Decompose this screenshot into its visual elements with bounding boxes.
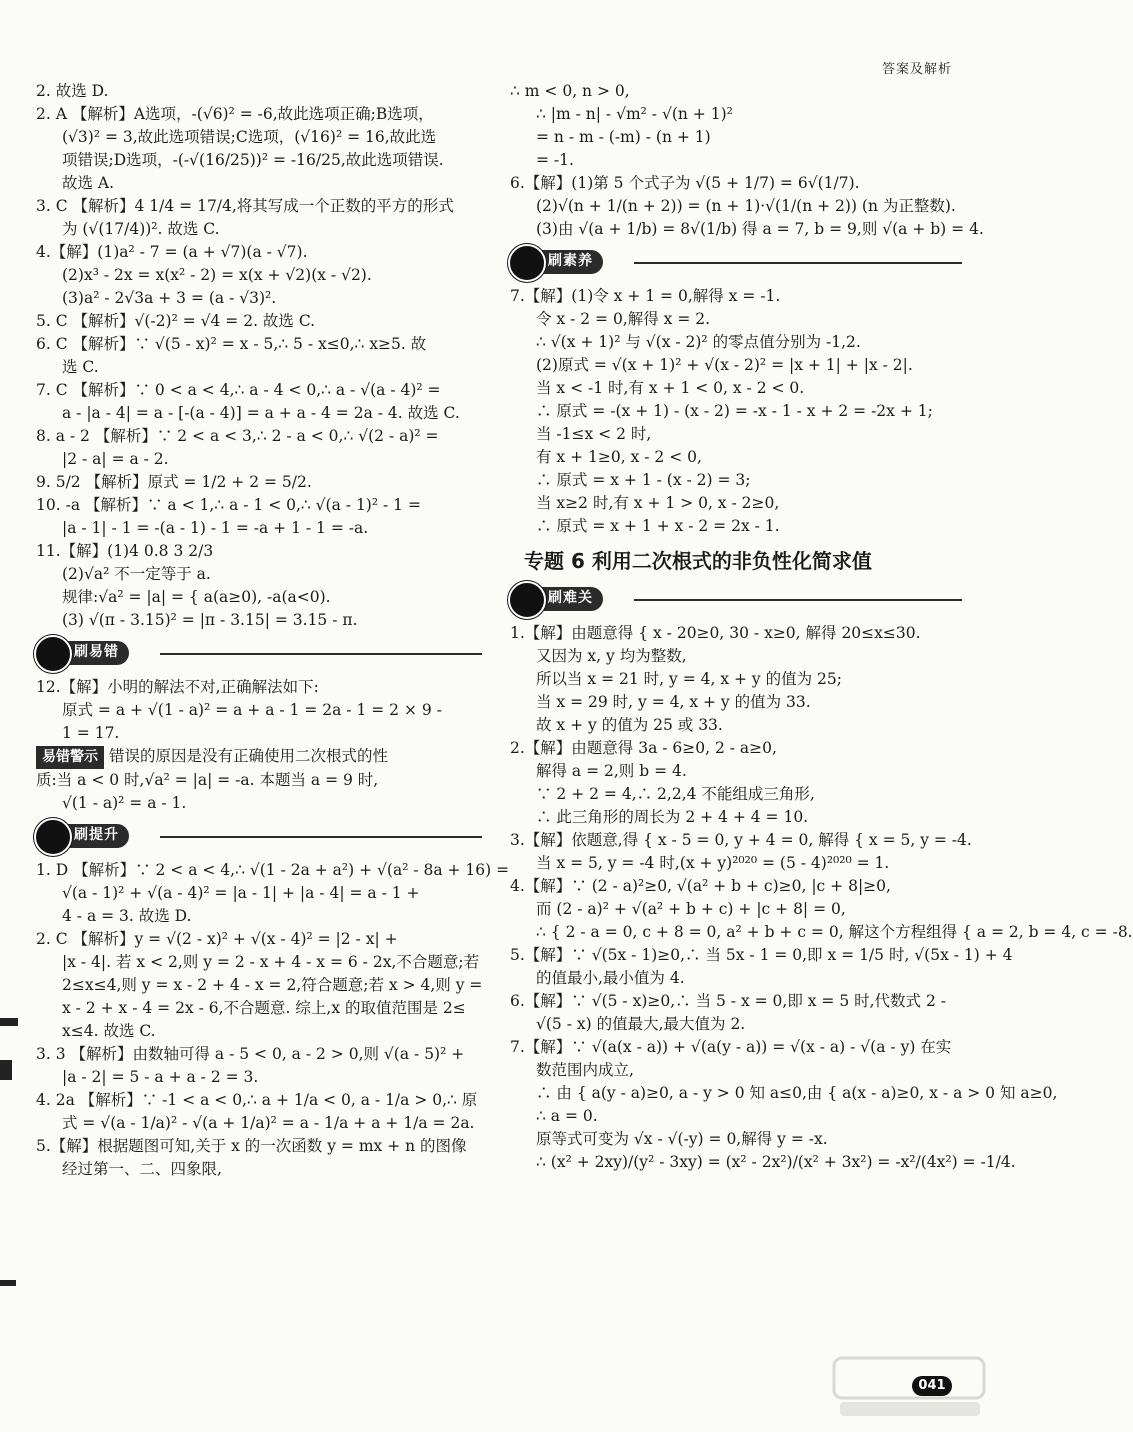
left-line: a - |a - 4| = a - [-(a - 4)] = a + a - 4 = 2a - 4. 故选 C. [62,404,460,422]
warning-cont-1: √(1 - a)² = a - 1. [62,794,187,812]
left-line: 经过第一、二、四象限, [62,1160,222,1178]
left-line: 2. 故选 D. [36,82,109,100]
banner-label: 刷提升 [40,824,129,848]
page-number: 041 [912,1376,952,1396]
warning-text: 错误的原因是没有正确使用二次根式的性 [108,747,388,765]
right-answer-block-3 [510,622,1133,1174]
right-line: 又因为 x, y 均为整数, [536,647,687,665]
banner-sticker-icon [508,581,546,619]
banner-label: 刷易错 [40,641,129,665]
right-line: 当 x = 5, y = -4 时,(x + y)²⁰²⁰ = (5 - 4)²⁰²⁰ = 1. [536,854,890,872]
right-line: ∴ 原式 = x + 1 - (x - 2) = 3; [536,471,751,489]
banner-sticker-icon [34,818,72,856]
right-line: 当 x≥2 时,有 x + 1 > 0, x - 2≥0, [536,494,780,512]
left-line: 2. C 【解析】y = √(2 - x)² + √(x - 4)² = |2 - x| + [36,930,398,948]
right-line: 5.【解】∵ √(5x - 1)≥0,∴ 当 5x - 1 = 0,即 x = 1/5 时, √(5x - 1) + 4 [510,946,1013,964]
right-line: 解得 a = 2,则 b = 4. [536,762,687,780]
watermark-logo-icon [830,1350,990,1420]
edge-mark [0,1280,16,1286]
banner-improve [40,823,482,851]
banner-error-prone [40,640,482,668]
right-line: 数范围内成立, [536,1061,634,1079]
left-line: 3. 3 【解析】由数轴可得 a - 5 < 0, a - 2 > 0,则 √(a - 5)² + [36,1045,465,1063]
left-line: 2≤x≤4,则 y = x - 2 + 4 - x = 2,符合题意;若 x > 4,则 y = [62,976,483,994]
section-header: 答案及解析 [881,62,952,77]
right-line: 4.【解】∵ (2 - a)²≥0, √(a² + b + c)≥0, |c + 8|≥0, [510,877,891,895]
left-line: 4. 2a 【解析】∵ -1 < a < 0,∴ a + 1/a < 0, a - 1/a > 0,∴ 原 [36,1091,478,1109]
left-answer-block-3 [36,859,510,1181]
left-line: 10. -a 【解析】∵ a < 1,∴ a - 1 < 0,∴ √(a - 1)² - 1 = [36,496,421,514]
left-line: |2 - a| = a - 2. [62,450,169,468]
left-line: 12.【解】小明的解法不对,正确解法如下: [36,678,319,696]
banner-rule [160,653,482,655]
right-line: ∴ |m - n| - √m² - √(n + 1)² [536,105,733,123]
left-column [36,80,510,1181]
right-line: 当 -1≤x < 2 时, [536,425,652,443]
edge-mark [0,1060,12,1080]
left-line: x≤4. 故选 C. [62,1022,156,1040]
banner-rule [634,262,962,264]
banner-label: 刷难关 [514,587,603,611]
left-line: 6. C 【解析】∵ √(5 - x)² = x - 5,∴ 5 - x≤0,∴ x≥5. 故 [36,335,427,353]
right-line: 当 x = 29 时, y = 4, x + y 的值为 33. [536,693,811,711]
right-line: ∴ { 2 - a = 0, c + 8 = 0, a² + b + c = 0, 解这个方程组得 { a = 2, b = 4, c = -8. [536,923,1133,941]
left-line: 为 (√(17/4))². 故选 C. [62,220,220,238]
right-line: ∵ 2 + 2 = 4,∴ 2,2,4 不能组成三角形, [536,785,815,803]
left-line: 5. C 【解析】√(-2)² = √4 = 2. 故选 C. [36,312,316,330]
left-line: 11.【解】(1)4 0.8 3 2/3 [36,542,214,560]
right-line: (3)由 √(a + 1/b) = 8√(1/b) 得 a = 7, b = 9,则 √(a + b) = 4. [536,220,984,238]
left-line: x - 2 + x - 4 = 2x - 6,不合题意. 综上,x 的取值范围是 2≤ [62,999,466,1017]
left-line: 3. C 【解析】4 1/4 = 17/4,将其写成一个正数的平方的形式 [36,197,454,215]
right-line: (2)√(n + 1/(n + 2)) = (n + 1)·√(1/(n + 2)) (n 为正整数). [536,197,956,215]
left-line: 2. A 【解析】A选项，-(√6)² = -6,故此选项正确;B选项， [36,105,434,123]
left-line: 项错误;D选项，-(-√(16/25))² = -16/25,故此选项错误. [62,151,444,169]
left-line: 7. C 【解析】∵ 0 < a < 4,∴ a - 4 < 0,∴ a - √(a - 4)² = [36,381,441,399]
right-line: = -1. [536,151,574,169]
left-line: |x - 4|. 若 x < 2,则 y = 2 - x + 4 - x = 6 - 2x,不合题意;若 [62,953,480,971]
topic-title: 专题 6 利用二次根式的非负性化简求值 [524,549,872,573]
right-line: ∴ (x² + 2xy)/(y² - 3xy) = (x² - 2x²)/(x² + 3x²) = -x²/(4x²) = -1/4. [536,1153,1016,1171]
right-line: 令 x - 2 = 0,解得 x = 2. [536,310,711,328]
left-line: 4.【解】(1)a² - 7 = (a + √7)(a - √7). [36,243,308,261]
right-line: 当 x < -1 时,有 x + 1 < 0, x - 2 < 0. [536,379,805,397]
left-line: 9. 5/2 【解析】原式 = 1/2 + 2 = 5/2. [36,473,312,491]
banner-literacy [514,249,962,277]
left-line: √(a - 1)² + √(a - 4)² = |a - 1| + |a - 4| = a - 1 + [62,884,420,902]
right-line: = n - m - (-m) - (n + 1) [536,128,711,146]
right-line: 6.【解】(1)第 5 个式子为 √(5 + 1/7) = 6√(1/7). [510,174,860,192]
left-line: 选 C. [62,358,99,376]
left-line: 5.【解】根据题图可知,关于 x 的一次函数 y = mx + n 的图像 [36,1137,467,1155]
right-line: ∴ 原式 = x + 1 + x - 2 = 2x - 1. [536,517,780,535]
banner-label: 刷素养 [514,250,603,274]
banner-hard [514,586,962,614]
left-line: 1. D 【解析】∵ 2 < a < 4,∴ √(1 - 2a + a²) + √(a² - 8a + 16) = [36,861,510,879]
banner-rule [160,836,482,838]
warning-label: 易错警示 [36,746,104,769]
left-line: 原式 = a + √(1 - a)² = a + a - 1 = 2a - 1 = 2 × 9 - [62,701,442,719]
right-line: 6.【解】∵ √(5 - x)≥0,∴ 当 5 - x = 0,即 x = 5 时,代数式 2 - [510,992,947,1010]
left-line: (2)x³ - 2x = x(x² - 2) = x(x + √2)(x - √2). [62,266,372,284]
right-line: ∴ m < 0, n > 0, [510,82,630,100]
right-line: 7.【解】∵ √(a(x - a)) + √(a(y - a)) = √(x - a) - √(a - y) 在实 [510,1038,952,1056]
left-line: (3)a² - 2√3a + 3 = (a - √3)². [62,289,277,307]
right-column [510,80,1133,1174]
right-line: ∴ √(x + 1)² 与 √(x - 2)² 的零点值分别为 -1,2. [536,333,861,351]
banner-sticker-icon [34,635,72,673]
left-line: 式 = √(a - 1/a)² - √(a + 1/a)² = a - 1/a + a + 1/a = 2a. [62,1114,475,1132]
left-line: 4 - a = 3. 故选 D. [62,907,192,925]
left-line: (2)√a² 不一定等于 a. [62,565,211,583]
right-line: 3.【解】依题意,得 { x - 5 = 0, y + 4 = 0, 解得 { x = 5, y = -4. [510,831,972,849]
right-line: (2)原式 = √(x + 1)² + √(x - 2)² = |x + 1| + |x - 2|. [536,356,913,374]
right-line: ∴ 由 { a(y - a)≥0, a - y > 0 知 a≤0,由 { a(x - a)≥0, x - a > 0 知 a≥0, [536,1084,1058,1102]
right-line: ∴ 此三角形的周长为 2 + 4 + 4 = 10. [536,808,809,826]
right-line: 有 x + 1≥0, x - 2 < 0, [536,448,702,466]
left-answer-block-1 [36,80,482,632]
left-line: (√3)² = 3,故此选项错误;C选项，(√16)² = 16,故此选 [62,128,437,146]
banner-sticker-icon [508,244,546,282]
left-line: 1 = 17. [62,724,120,742]
left-line: |a - 2| = 5 - a + a - 2 = 3. [62,1068,259,1086]
left-line: |a - 1| - 1 = -(a - 1) - 1 = -a + 1 - 1 = -a. [62,519,369,537]
right-line: 2.【解】由题意得 3a - 6≥0, 2 - a≥0, [510,739,777,757]
right-line: 7.【解】(1)令 x + 1 = 0,解得 x = -1. [510,287,781,305]
right-answer-block-2 [510,285,962,538]
left-line: 8. a - 2 【解析】∵ 2 < a < 3,∴ 2 - a < 0,∴ √(2 - a)² = [36,427,439,445]
right-line: 而 (2 - a)² + √(a² + b + c) + |c + 8| = 0, [536,900,846,918]
left-line: 规律:√a² = |a| = { a(a≥0), -a(a<0). [62,588,331,606]
right-line: ∴ 原式 = -(x + 1) - (x - 2) = -x - 1 - x + 2 = -2x + 1; [536,402,933,420]
right-line: 所以当 x = 21 时, y = 4, x + y 的值为 25; [536,670,842,688]
right-line: √(5 - x) 的值最大,最大值为 2. [536,1015,746,1033]
warning-line [36,745,482,769]
right-line: 故 x + y 的值为 25 或 33. [536,716,723,734]
edge-mark [0,1018,18,1026]
right-line: 原等式可变为 √x - √(-y) = 0,解得 y = -x. [536,1130,828,1148]
right-line: ∴ a = 0. [536,1107,598,1125]
banner-rule [634,599,962,601]
right-answer-block-1 [510,80,984,241]
right-line: 的值最小,最小值为 4. [536,969,685,987]
left-line: 故选 A. [62,174,115,192]
warning-cont-0: 质:当 a < 0 时,√a² = |a| = -a. 本题当 a = 9 时, [36,771,379,789]
right-line: 1.【解】由题意得 { x - 20≥0, 30 - x≥0, 解得 20≤x≤30. [510,624,921,642]
left-line: (3) √(π - 3.15)² = |π - 3.15| = 3.15 - π. [62,611,358,629]
left-answer-block-2 [36,676,482,745]
